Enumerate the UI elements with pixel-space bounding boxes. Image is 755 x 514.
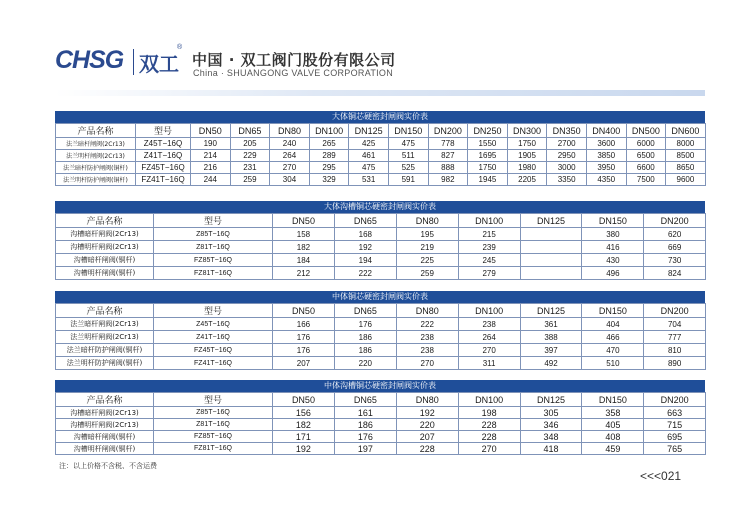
- header-size: DN200: [428, 124, 468, 138]
- model-cell: FZ45T−16Q: [154, 344, 273, 357]
- model-cell: FZ81T−16Q: [154, 443, 273, 455]
- price-cell: 192: [334, 241, 396, 254]
- price-cell: 158: [273, 228, 335, 241]
- model-cell: Z41T−16Q: [154, 331, 273, 344]
- header-size: DN100: [458, 304, 520, 318]
- header-size: DN125: [520, 214, 582, 228]
- header-model: 型号: [136, 124, 191, 138]
- price-cell: 219: [396, 241, 458, 254]
- price-cell: 289: [309, 150, 349, 162]
- price-cell: 404: [582, 318, 644, 331]
- price-cell: 195: [396, 228, 458, 241]
- product-name-cell: 沟槽明杆闸阀(2Cr13): [56, 241, 154, 254]
- price-cell: 270: [396, 357, 458, 370]
- header-size: DN65: [334, 304, 396, 318]
- header-size: DN125: [349, 124, 389, 138]
- header-model: 型号: [154, 393, 273, 407]
- header-size: DN150: [582, 393, 644, 407]
- price-cell: [520, 228, 582, 241]
- model-cell: Z45T−16Q: [136, 138, 191, 150]
- model-cell: Z81T−16Q: [154, 419, 273, 431]
- price-cell: 777: [644, 331, 706, 344]
- price-cell: 197: [334, 443, 396, 455]
- price-cell: 264: [270, 150, 310, 162]
- price-cell: 238: [396, 331, 458, 344]
- price-cell: 212: [273, 267, 335, 280]
- price-cell: 192: [273, 443, 335, 455]
- price-cell: 824: [644, 267, 706, 280]
- price-cell: 214: [191, 150, 231, 162]
- price-cell: 222: [396, 318, 458, 331]
- price-cell: 176: [334, 318, 396, 331]
- price-cell: 3000: [547, 162, 587, 174]
- page-number: <<<021: [640, 469, 682, 483]
- table-row: [56, 150, 706, 162]
- product-name-cell: 法兰明杆防护闸阀(铜杆): [56, 357, 154, 370]
- product-name-cell: 沟槽明杆闸阀(铜杆): [56, 267, 154, 280]
- header-size: DN100: [458, 214, 520, 228]
- table-header-row: [56, 393, 706, 407]
- company-name-chinese: 中国 · 双工阀门股份有限公司: [192, 51, 396, 69]
- price-cell: 216: [191, 162, 231, 174]
- price-cell: 225: [396, 254, 458, 267]
- company-logo-text: CHSG: [55, 46, 124, 74]
- price-cell: 186: [334, 419, 396, 431]
- product-name-cell: 法兰暗杆防护闸阀(铜杆): [56, 162, 136, 174]
- table-row: [56, 138, 706, 150]
- product-name-cell: 沟槽暗杆闸阀(2Cr13): [56, 228, 154, 241]
- price-cell: 238: [396, 344, 458, 357]
- price-cell: 207: [396, 431, 458, 443]
- price-cell: 8500: [666, 150, 706, 162]
- header-model: 型号: [154, 214, 273, 228]
- table-title: 大体沟槽铜芯硬密封闸阀实价表: [55, 201, 705, 213]
- price-cell: 240: [270, 138, 310, 150]
- price-cell: 827: [428, 150, 468, 162]
- header-size: DN50: [191, 124, 231, 138]
- price-cell: 1750: [468, 162, 508, 174]
- table-row: [56, 407, 706, 419]
- company-name-english: China · SHUANGONG VALVE CORPORATION: [193, 68, 394, 78]
- price-cell: 470: [582, 344, 644, 357]
- price-cell: 416: [582, 241, 644, 254]
- header-size: DN100: [458, 393, 520, 407]
- model-cell: Z85T−16Q: [154, 407, 273, 419]
- price-cell: 304: [270, 174, 310, 186]
- price-cell: 220: [334, 357, 396, 370]
- model-cell: Z41T−16Q: [136, 150, 191, 162]
- header-size: DN125: [520, 304, 582, 318]
- price-cell: 9600: [666, 174, 706, 186]
- header-size: DN65: [334, 393, 396, 407]
- price-cell: 531: [349, 174, 389, 186]
- price-cell: 620: [644, 228, 706, 241]
- page-header: [55, 44, 705, 84]
- price-cell: 215: [458, 228, 520, 241]
- price-cell: 475: [388, 138, 428, 150]
- price-cell: 186: [334, 344, 396, 357]
- header-size: DN50: [273, 393, 335, 407]
- price-cell: 525: [388, 162, 428, 174]
- price-table: [55, 303, 706, 370]
- header-size: DN200: [644, 214, 706, 228]
- price-cell: 6500: [626, 150, 666, 162]
- header-divider: [55, 90, 705, 96]
- price-cell: 222: [334, 267, 396, 280]
- price-cell: 182: [273, 241, 335, 254]
- model-cell: FZ41T−16Q: [136, 174, 191, 186]
- price-cell: 466: [582, 331, 644, 344]
- price-table: [55, 123, 706, 186]
- price-cell: 176: [273, 331, 335, 344]
- price-cell: 265: [309, 138, 349, 150]
- price-cell: 695: [644, 431, 706, 443]
- price-cell: 1945: [468, 174, 508, 186]
- model-cell: FZ81T−16Q: [154, 267, 273, 280]
- product-name-cell: 沟槽暗杆闸阀(2Cr13): [56, 407, 154, 419]
- price-cell: 778: [428, 138, 468, 150]
- header-size: DN50: [273, 214, 335, 228]
- price-table-large-body: [55, 111, 705, 186]
- price-cell: 3950: [586, 162, 626, 174]
- header-size: DN100: [309, 124, 349, 138]
- header-size: DN600: [666, 124, 706, 138]
- price-cell: 239: [458, 241, 520, 254]
- price-cell: 888: [428, 162, 468, 174]
- registered-mark: ®: [177, 44, 183, 51]
- price-cell: 220: [396, 419, 458, 431]
- price-cell: 228: [396, 443, 458, 455]
- price-cell: 207: [273, 357, 335, 370]
- price-note: 注：以上价格不含税、不含运费: [59, 462, 157, 470]
- price-cell: 6000: [626, 138, 666, 150]
- header-size: DN50: [273, 304, 335, 318]
- price-cell: 244: [191, 174, 231, 186]
- price-cell: 238: [458, 318, 520, 331]
- price-cell: 228: [458, 419, 520, 431]
- table-row: [56, 318, 706, 331]
- header-size: DN80: [396, 304, 458, 318]
- price-cell: 715: [644, 419, 706, 431]
- header-size: DN200: [644, 393, 706, 407]
- price-table-medium-body-groove: [55, 380, 705, 455]
- price-cell: 186: [334, 331, 396, 344]
- price-cell: 295: [309, 162, 349, 174]
- price-cell: 7500: [626, 174, 666, 186]
- header-size: DN150: [388, 124, 428, 138]
- price-table-large-body-groove: [55, 201, 705, 280]
- price-cell: 425: [349, 138, 389, 150]
- price-cell: 2205: [507, 174, 547, 186]
- price-cell: 6600: [626, 162, 666, 174]
- price-cell: 270: [270, 162, 310, 174]
- price-cell: 156: [273, 407, 335, 419]
- price-cell: 329: [309, 174, 349, 186]
- price-cell: 704: [644, 318, 706, 331]
- price-cell: 663: [644, 407, 706, 419]
- price-cell: 405: [582, 419, 644, 431]
- product-name-cell: 法兰明杆闸阀(2Cr13): [56, 150, 136, 162]
- price-cell: 1905: [507, 150, 547, 162]
- company-logo-chinese: 双工: [139, 52, 179, 76]
- price-cell: 166: [273, 318, 335, 331]
- price-cell: 3350: [547, 174, 587, 186]
- price-cell: 192: [396, 407, 458, 419]
- price-cell: 161: [334, 407, 396, 419]
- product-name-cell: 沟槽明杆闸阀(2Cr13): [56, 419, 154, 431]
- logo-divider: [133, 49, 134, 75]
- price-cell: 279: [458, 267, 520, 280]
- price-cell: 182: [273, 419, 335, 431]
- header-size: DN125: [520, 393, 582, 407]
- price-table: [55, 392, 706, 455]
- price-cell: 259: [230, 174, 270, 186]
- header-size: DN150: [582, 214, 644, 228]
- table-row: [56, 228, 706, 241]
- price-cell: 358: [582, 407, 644, 419]
- price-cell: 982: [428, 174, 468, 186]
- header-size: DN300: [507, 124, 547, 138]
- price-cell: 397: [520, 344, 582, 357]
- table-row: [56, 254, 706, 267]
- price-cell: 264: [458, 331, 520, 344]
- table-title: 中体沟槽铜芯硬密封闸阀实价表: [55, 380, 705, 392]
- price-cell: 198: [458, 407, 520, 419]
- price-cell: 459: [582, 443, 644, 455]
- price-cell: 388: [520, 331, 582, 344]
- header-product-name: 产品名称: [56, 124, 136, 138]
- price-cell: 890: [644, 357, 706, 370]
- price-cell: 765: [644, 443, 706, 455]
- table-row: [56, 419, 706, 431]
- price-cell: 430: [582, 254, 644, 267]
- product-name-cell: 法兰暗杆防护闸阀(铜杆): [56, 344, 154, 357]
- table-header-row: [56, 304, 706, 318]
- price-cell: 176: [273, 344, 335, 357]
- product-name-cell: 沟槽暗杆闸阀(铜杆): [56, 254, 154, 267]
- price-table-medium-body: [55, 291, 705, 370]
- price-cell: 184: [273, 254, 335, 267]
- price-cell: 669: [644, 241, 706, 254]
- price-cell: 730: [644, 254, 706, 267]
- price-cell: 2700: [547, 138, 587, 150]
- price-cell: [520, 241, 582, 254]
- price-cell: 1550: [468, 138, 508, 150]
- price-cell: 492: [520, 357, 582, 370]
- header-product-name: 产品名称: [56, 214, 154, 228]
- table-row: [56, 241, 706, 254]
- price-cell: 245: [458, 254, 520, 267]
- header-size: DN80: [270, 124, 310, 138]
- price-cell: 176: [334, 431, 396, 443]
- header-size: DN200: [644, 304, 706, 318]
- price-cell: 496: [582, 267, 644, 280]
- price-cell: 346: [520, 419, 582, 431]
- model-cell: Z81T−16Q: [154, 241, 273, 254]
- price-cell: 810: [644, 344, 706, 357]
- table-row: [56, 344, 706, 357]
- model-cell: FZ85T−16Q: [154, 254, 273, 267]
- header-product-name: 产品名称: [56, 304, 154, 318]
- price-cell: 1750: [507, 138, 547, 150]
- table-row: [56, 331, 706, 344]
- price-cell: 305: [520, 407, 582, 419]
- product-name-cell: 沟槽明杆闸阀(铜杆): [56, 443, 154, 455]
- model-cell: Z85T−16Q: [154, 228, 273, 241]
- product-name-cell: 法兰明杆闸阀(2Cr13): [56, 331, 154, 344]
- table-row: [56, 174, 706, 186]
- price-cell: 229: [230, 150, 270, 162]
- price-cell: 461: [349, 150, 389, 162]
- price-cell: [520, 254, 582, 267]
- price-cell: 8650: [666, 162, 706, 174]
- table-row: [56, 443, 706, 455]
- price-cell: 3600: [586, 138, 626, 150]
- price-cell: [520, 267, 582, 280]
- header-size: DN150: [582, 304, 644, 318]
- table-row: [56, 431, 706, 443]
- table-header-row: [56, 214, 706, 228]
- price-cell: 168: [334, 228, 396, 241]
- price-cell: 270: [458, 344, 520, 357]
- price-cell: 190: [191, 138, 231, 150]
- price-cell: 8000: [666, 138, 706, 150]
- table-title: 大体铜芯硬密封闸阀实价表: [55, 111, 705, 123]
- price-cell: 194: [334, 254, 396, 267]
- price-table: [55, 213, 706, 280]
- price-cell: 231: [230, 162, 270, 174]
- header-size: DN500: [626, 124, 666, 138]
- header-size: DN65: [230, 124, 270, 138]
- price-cell: 259: [396, 267, 458, 280]
- price-cell: 475: [349, 162, 389, 174]
- product-name-cell: 法兰暗杆闸阀(2Cr13): [56, 138, 136, 150]
- price-cell: 270: [458, 443, 520, 455]
- price-cell: 205: [230, 138, 270, 150]
- table-title: 中体铜芯硬密封闸阀实价表: [55, 291, 705, 303]
- price-cell: 418: [520, 443, 582, 455]
- price-cell: 2950: [547, 150, 587, 162]
- table-row: [56, 267, 706, 280]
- header-product-name: 产品名称: [56, 393, 154, 407]
- price-cell: 361: [520, 318, 582, 331]
- model-cell: Z45T−16Q: [154, 318, 273, 331]
- price-cell: 511: [388, 150, 428, 162]
- price-cell: 4350: [586, 174, 626, 186]
- price-cell: 311: [458, 357, 520, 370]
- price-cell: 171: [273, 431, 335, 443]
- header-size: DN400: [586, 124, 626, 138]
- table-row: [56, 357, 706, 370]
- model-cell: FZ45T−16Q: [136, 162, 191, 174]
- header-model: 型号: [154, 304, 273, 318]
- header-size: DN80: [396, 214, 458, 228]
- header-size: DN250: [468, 124, 508, 138]
- price-cell: 1695: [468, 150, 508, 162]
- price-cell: 591: [388, 174, 428, 186]
- header-size: DN65: [334, 214, 396, 228]
- price-cell: 510: [582, 357, 644, 370]
- product-name-cell: 沟槽暗杆闸阀(铜杆): [56, 431, 154, 443]
- price-cell: 380: [582, 228, 644, 241]
- price-cell: 348: [520, 431, 582, 443]
- price-cell: 3850: [586, 150, 626, 162]
- model-cell: FZ41T−16Q: [154, 357, 273, 370]
- table-header-row: [56, 124, 706, 138]
- table-row: [56, 162, 706, 174]
- header-size: DN350: [547, 124, 587, 138]
- model-cell: FZ85T−16Q: [154, 431, 273, 443]
- price-cell: 228: [458, 431, 520, 443]
- product-name-cell: 法兰明杆防护闸阀(铜杆): [56, 174, 136, 186]
- price-cell: 408: [582, 431, 644, 443]
- product-name-cell: 法兰暗杆闸阀(2Cr13): [56, 318, 154, 331]
- price-cell: 1980: [507, 162, 547, 174]
- header-size: DN80: [396, 393, 458, 407]
